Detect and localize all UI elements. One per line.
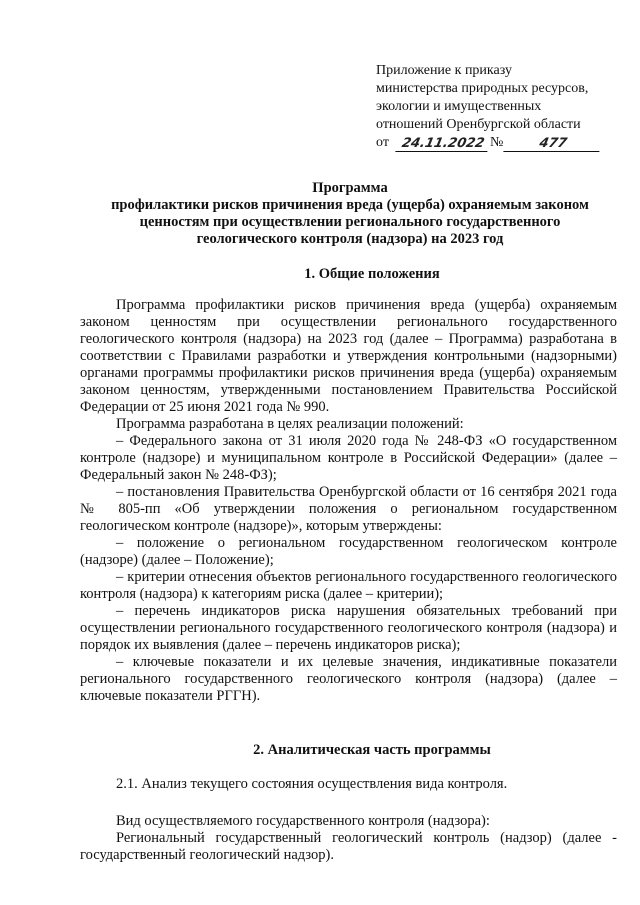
- list-item: – перечень индикаторов риска нарушения обязательных требований при осуществлении регионального государственного геологического контроля (надзора) и порядок их выявления (далее – перечень индикаторов риска);: [80, 603, 617, 653]
- paragraph: Вид осуществляемого государственного контроля (надзора):: [116, 813, 490, 829]
- handwritten-number: 477: [504, 136, 603, 152]
- appendix-line: отношений Оренбургской области: [376, 117, 581, 132]
- paragraph: Региональный государственный геологический контроль (надзор) (далее - государственный геологический надзор).: [80, 830, 617, 863]
- list-item: – ключевые показатели и их целевые значения, индикативные показатели регионального государственного геологического контроля (надзора) (далее – ключевые показатели РГГН).: [80, 654, 617, 704]
- appendix-line: экологии и имущественных: [376, 99, 542, 114]
- paragraph: Программа профилактики рисков причинения вреда (ущерба) охраняемым законом ценностям при осуществлении регионального государственного геологического контроля (надзора) на 2023 год (далее – Программа) разработана в соответствии с Правилами разработки и утверждения контрольными (надзорными) органами программы профилактики рисков причинения вреда (ущерба) охраняемым законом ценностям, утвержденными постановлением Правительства Российской Федерации от 25 июня 2021 года № 990.: [80, 297, 617, 415]
- list-item: – положение о региональном государственном геологическом контроле (надзоре) (далее – Положение);: [80, 535, 617, 568]
- appendix-line: министерства природных ресурсов,: [376, 81, 589, 96]
- handwritten-date: 24.11.2022: [395, 136, 490, 152]
- section-1-body: [80, 297, 617, 705]
- section-2-subheading-block: [80, 776, 617, 793]
- section-1-heading: 1. Общие положения: [304, 266, 440, 282]
- number-label: №: [489, 135, 504, 150]
- order-date-number-line: [376, 134, 616, 152]
- list-item: – Федерального закона от 31 июля 2020 года № 248-ФЗ «О государственном контроле (надзоре) и муниципальном контроле в Российской Федерации» (далее – Федеральный закон № 248-ФЗ);: [80, 433, 617, 483]
- appendix-line: Приложение к приказу: [376, 63, 512, 78]
- title-line: ценностям при осуществлении регионального государственного: [139, 214, 561, 230]
- paragraph: Программа разработана в целях реализации положений:: [116, 416, 464, 432]
- title-line: профилактики рисков причинения вреда (ущерба) охраняемым законом: [111, 197, 589, 213]
- section-2-heading: 2. Аналитическая часть программы: [253, 742, 491, 758]
- from-label: от: [376, 135, 389, 150]
- program-title: [80, 180, 620, 248]
- title-line: Программа: [312, 180, 388, 196]
- list-item: – критерии отнесения объектов регионального государственного геологического контроля (надзора) к категориям риска (далее – критерии);: [80, 569, 617, 602]
- title-line: геологического контроля (надзора) на 2023 год: [196, 231, 504, 247]
- appendix-block: [376, 62, 616, 152]
- section-2-body: [80, 813, 617, 864]
- subheading: 2.1. Анализ текущего состояния осуществления вида контроля.: [116, 776, 508, 792]
- list-item: – постановления Правительства Оренбургской области от 16 сентября 2021 года № 805-пп «Об утверждении положения о региональном государственном геологическом контроле (надзоре)», которым утверждены:: [80, 484, 617, 534]
